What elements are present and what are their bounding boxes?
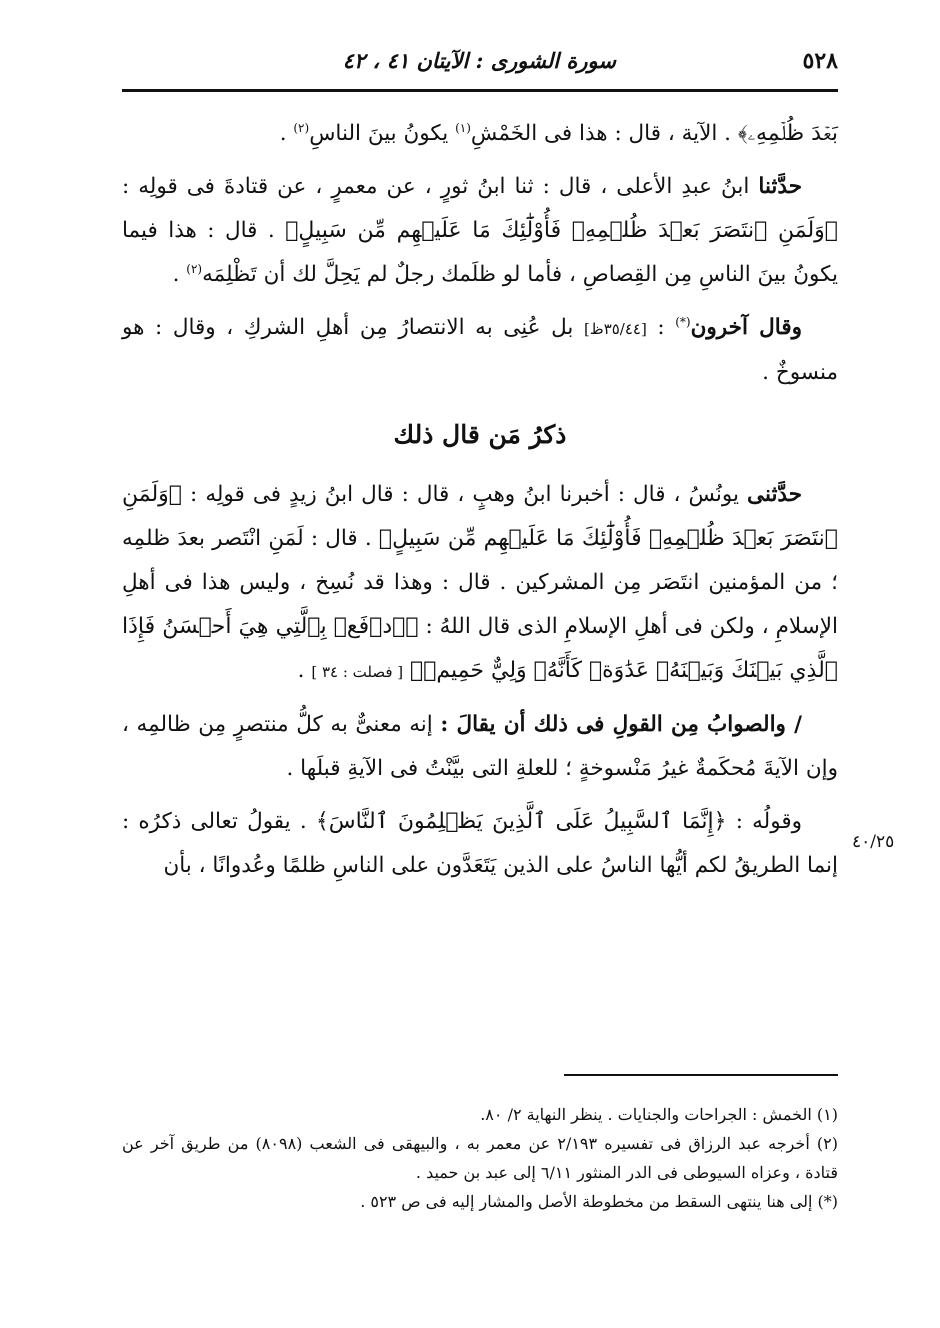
quran-quote: ﴿ٱدۡفَعۡ بِٱلَّتِي هِيَ أَحۡسَنُ فَإِذَا ٱلَّذِي بَيۡنَكَ وَبَيۡنَهُۥ عَدَٰوَةٞ كَأَنَّهُۥ وَلِيٌّ حَمِيمٞ﴾ <box>122 614 838 683</box>
paragraph <box>122 800 838 888</box>
quran-quote: بَعۡدَ ظُلۡمِهِۦ﴾ <box>737 121 838 146</box>
text-run: بل عُنِى به الانتصارُ مِن أهلِ الشركِ ، وقال : هو منسوخٌ . <box>122 315 838 385</box>
text-run: . <box>297 658 312 683</box>
margin-reference: ٤٠/٢٥ <box>852 832 895 852</box>
text-run: . قال : هذا فيما يكونُ بينَ الناسِ مِن القِصاصِ ، فأما لو ظلَمك رجلٌ لم يَحِلَّ لك أن تَظْلِمَه <box>122 218 838 287</box>
paragraph-lead: / والصوابُ مِن القولِ فى ذلك أن يقالَ : <box>440 712 802 737</box>
quran-quote: ﴿إِنَّمَا ٱلسَّبِيلُ عَلَى ٱلَّذِينَ يَظۡلِمُونَ ٱلنَّاسَ﴾ <box>315 809 727 834</box>
footnote-marker: (٢) <box>293 120 310 135</box>
text-run <box>403 658 410 683</box>
footnote-marker: (٢) <box>186 261 203 276</box>
paragraph <box>122 473 838 694</box>
paragraph-lead: حدَّثنى <box>747 482 802 507</box>
paragraph-lead: وقال آخرون <box>690 315 802 340</box>
section-heading: ذكرُ مَن قال ذلك <box>393 420 567 449</box>
footnote: (٢) أخرجه عبد الرزاق فى تفسيره ٢/١٩٣ عن معمر به ، والبيهقى فى الشعب (٨٠٩٨) من طريق آخر عن قتادة ، وعزاه السيوطى فى الدر المنثور ٦/١١ إلى عبد بن حميد . <box>122 1134 838 1182</box>
footnotes <box>122 1100 838 1216</box>
main-text <box>122 112 838 897</box>
footnote-marker: (١) <box>455 120 471 135</box>
text-run: . الآية ، قال : هذا فى الخَمْشِ <box>470 121 738 146</box>
text-run: يكونُ بينَ الناسِ <box>309 121 456 146</box>
quran-quote: ﴿وَلَمَنِ ٱنتَصَرَ بَعۡدَ ظُلۡمِهِۦ فَأُوْلَٰٓئِكَ مَا عَلَيۡهِم مِّن سَبِيلٍ﴾ <box>122 482 838 551</box>
page-number: ٥٢٨ <box>802 48 838 74</box>
text-run: وقولُه : <box>726 809 802 834</box>
text-run: . يقولُ تعالى ذكرُه : إنما الطريقُ لكم أيُّها الناسُ على الذين يَتَعَدَّون على الناسِ ظلمًا وعُدوانًا ، بأن <box>122 809 838 878</box>
footnote: (*) إلى هنا ينتهى السقط من مخطوطة الأصل والمشار إليه فى ص ٥٢٣ . <box>360 1192 838 1211</box>
footnote-marker: (*) <box>675 314 691 329</box>
text-run: : <box>646 315 676 340</box>
text-run: ابنُ عبدِ الأعلى ، قال : ثنا ابنُ ثورٍ ، عن معمرٍ ، عن قتادةَ فى قولِه : <box>122 174 759 199</box>
footnote-separator <box>564 1074 838 1076</box>
text-run: . <box>172 262 187 287</box>
text-run: إنه معنىٌّ به كلُّ منتصرٍ مِن ظالمِه ، وإن الآيةَ مُحكَمةٌ غيرُ مَنْسوخةٍ ؛ للعلةِ التى بيَّنْتُ فى الآيةِ قبلَها . <box>122 712 838 781</box>
paragraph <box>122 165 838 297</box>
paragraph <box>122 112 838 156</box>
reference-bracket: [ فصلت : ٣٤ ] <box>311 663 404 681</box>
header-rule <box>122 89 838 92</box>
surah-title: سورة الشورى : الآيتان ٤١ ، ٤٢ <box>342 48 616 73</box>
text-run: يونُسُ ، قال : أخبرنا ابنُ وهبٍ ، قال : قال ابنُ زيدٍ فى قولِه : <box>182 482 748 507</box>
reference-bracket: [٣٥/٤٤ظ] <box>583 320 647 338</box>
paragraph-lead: حدَّثنا <box>758 174 802 199</box>
text-run: . <box>279 121 294 146</box>
running-header <box>122 42 838 86</box>
quran-quote: ﴿وَلَمَنِ ٱنتَصَرَ بَعۡدَ ظُلۡمِهِۦ فَأُوْلَٰٓئِكَ مَا عَلَيۡهِم مِّن سَبِيلٍ﴾ <box>285 218 839 243</box>
paragraph <box>122 703 838 791</box>
text-run: . قال : لَمَنِ انْتَصر بعدَ ظلمِه ؛ من المؤمنين انتَصَر مِن المشركين . قال : وهذا قد نُسِخ ، وليس هذا فى أهلِ الإسلامِ ، ولكن فى أهلِ الإسلامِ الذى قال اللهُ : <box>122 526 838 639</box>
footnote: (١) الخمش : الجراحات والجنايات . ينظر النهاية ٢/ ٨٠. <box>480 1105 838 1124</box>
paragraph <box>122 306 838 395</box>
